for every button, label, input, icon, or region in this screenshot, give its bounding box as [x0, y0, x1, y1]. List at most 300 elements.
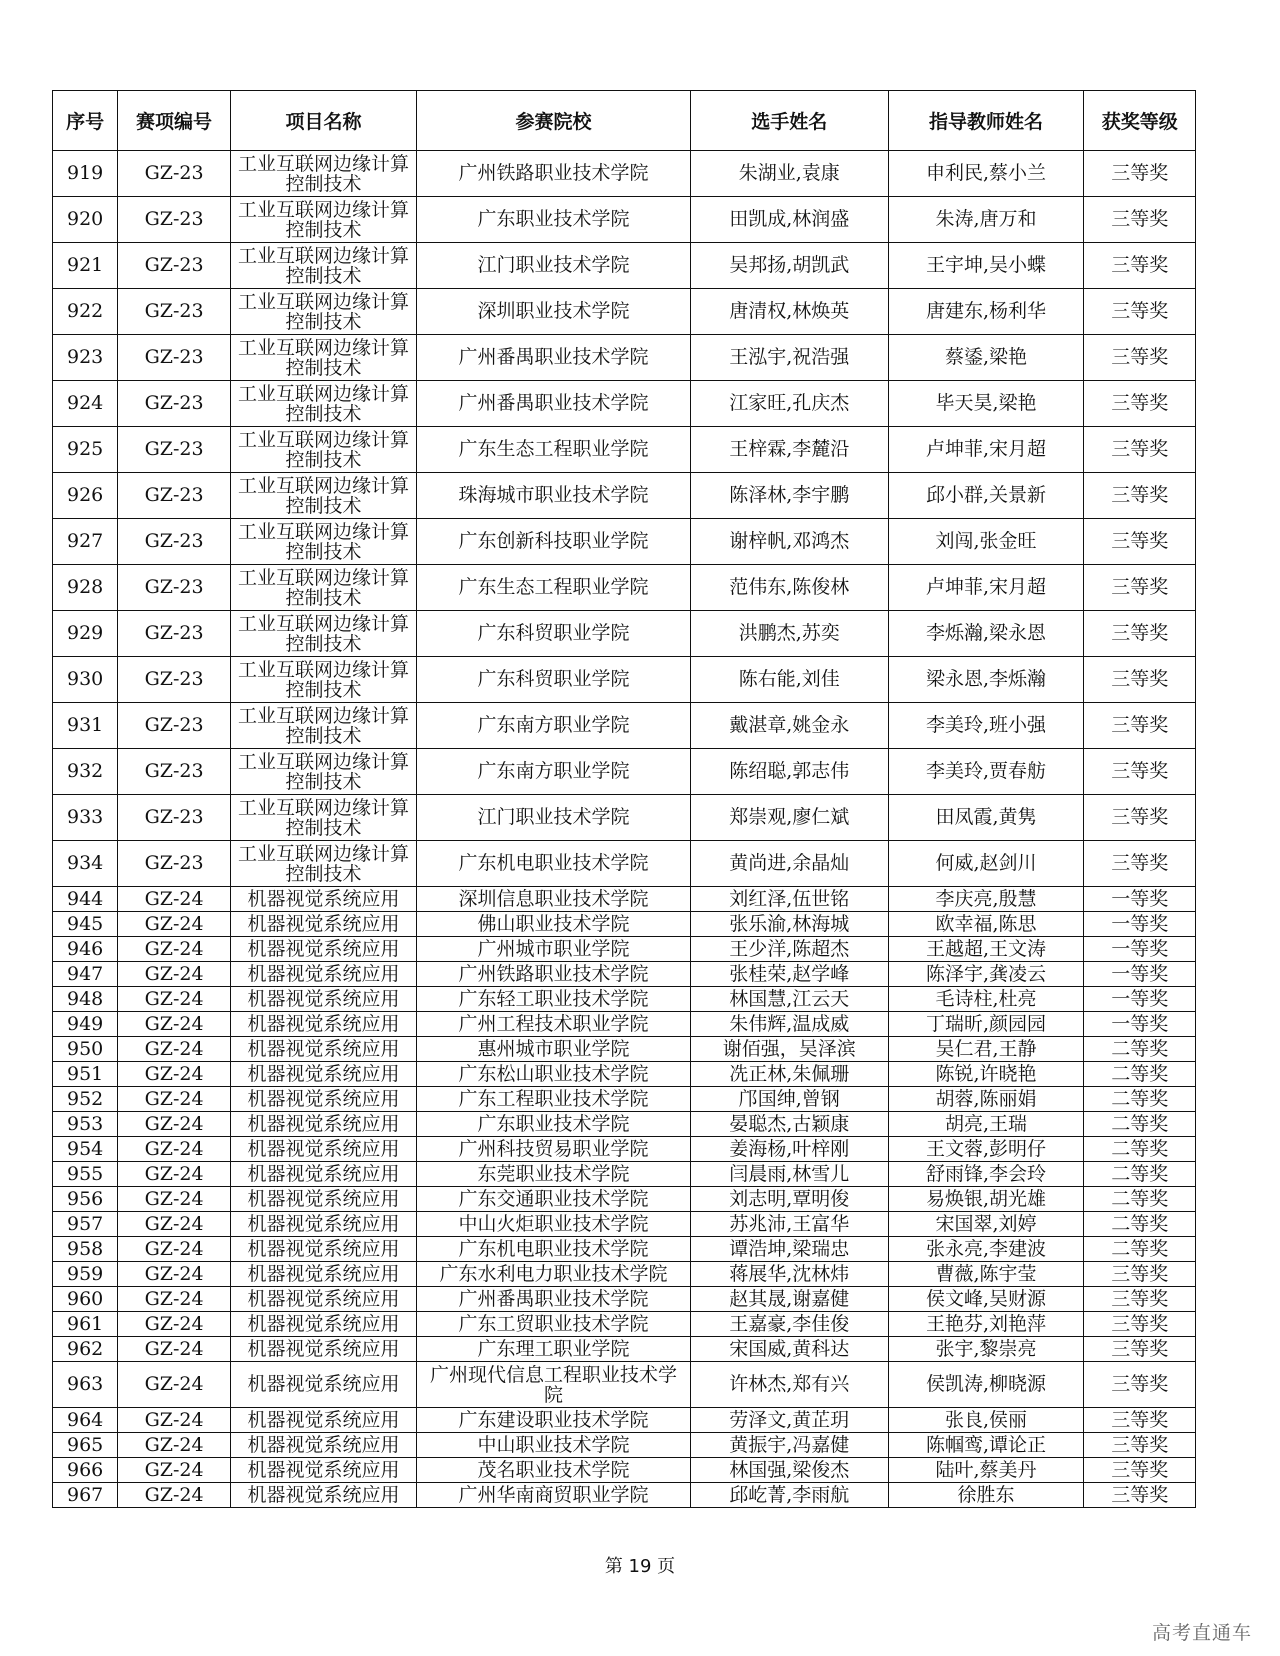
cell-advisors: 陈帼鸾,谭论正: [888, 1433, 1084, 1458]
cell-project-name: 工业互联网边缘计算控制技术: [230, 335, 416, 381]
cell-project-name: 机器视觉系统应用: [230, 1458, 416, 1483]
cell-event-code: GZ-23: [118, 565, 231, 611]
table-row: [53, 243, 1196, 289]
cell-index: 958: [53, 1237, 118, 1262]
cell-index: 956: [53, 1187, 118, 1212]
cell-event-code: GZ-24: [118, 1312, 231, 1337]
cell-index: 964: [53, 1408, 118, 1433]
cell-contestants: 王少洋,陈超杰: [690, 937, 888, 962]
cell-school: 广东南方职业学院: [417, 749, 691, 795]
cell-project-name: 机器视觉系统应用: [230, 1187, 416, 1212]
cell-advisors: 王艳芬,刘艳萍: [888, 1312, 1084, 1337]
cell-project-name: 机器视觉系统应用: [230, 1212, 416, 1237]
cell-index: 963: [53, 1362, 118, 1408]
cell-project-name: 机器视觉系统应用: [230, 1137, 416, 1162]
cell-school: 广州番禺职业技术学院: [417, 381, 691, 427]
cell-award-level: 一等奖: [1084, 987, 1196, 1012]
table-row: [53, 611, 1196, 657]
cell-school: 广东科贸职业学院: [417, 611, 691, 657]
cell-school: 广东松山职业技术学院: [417, 1062, 691, 1087]
cell-advisors: 李庆亮,殷慧: [888, 887, 1084, 912]
cell-advisors: 徐胜东: [888, 1483, 1084, 1508]
cell-award-level: 三等奖: [1084, 795, 1196, 841]
table-row: [53, 1483, 1196, 1508]
cell-project-name: 机器视觉系统应用: [230, 1162, 416, 1187]
cell-award-level: 三等奖: [1084, 1362, 1196, 1408]
cell-advisors: 李美玲,班小强: [888, 703, 1084, 749]
table-row: [53, 1458, 1196, 1483]
cell-school: 深圳职业技术学院: [417, 289, 691, 335]
cell-event-code: GZ-24: [118, 1212, 231, 1237]
cell-contestants: 江家旺,孔庆杰: [690, 381, 888, 427]
cell-school: 东莞职业技术学院: [417, 1162, 691, 1187]
cell-index: 960: [53, 1287, 118, 1312]
cell-index: 927: [53, 519, 118, 565]
cell-award-level: 三等奖: [1084, 1337, 1196, 1362]
cell-event-code: GZ-24: [118, 1037, 231, 1062]
cell-award-level: 二等奖: [1084, 1062, 1196, 1087]
cell-project-name: 工业互联网边缘计算控制技术: [230, 289, 416, 335]
cell-index: 954: [53, 1137, 118, 1162]
table-row: [53, 1187, 1196, 1212]
cell-school: 广东职业技术学院: [417, 197, 691, 243]
cell-advisors: 张永亮,李建波: [888, 1237, 1084, 1262]
cell-event-code: GZ-24: [118, 1408, 231, 1433]
cell-school: 广东机电职业技术学院: [417, 841, 691, 887]
cell-event-code: GZ-23: [118, 243, 231, 289]
cell-advisors: 曹薇,陈宇莹: [888, 1262, 1084, 1287]
cell-award-level: 三等奖: [1084, 1287, 1196, 1312]
cell-event-code: GZ-23: [118, 473, 231, 519]
cell-award-level: 二等奖: [1084, 1087, 1196, 1112]
header-award-level: 获奖等级: [1084, 91, 1196, 151]
cell-contestants: 黄振宇,冯嘉健: [690, 1433, 888, 1458]
cell-contestants: 吴邦扬,胡凯武: [690, 243, 888, 289]
cell-school: 广东交通职业技术学院: [417, 1187, 691, 1212]
cell-school: 广州铁路职业技术学院: [417, 151, 691, 197]
cell-school: 广东创新科技职业学院: [417, 519, 691, 565]
cell-project-name: 机器视觉系统应用: [230, 1062, 416, 1087]
cell-award-level: 三等奖: [1084, 1408, 1196, 1433]
table-header-row: [53, 91, 1196, 151]
cell-contestants: 洪鹏杰,苏奕: [690, 611, 888, 657]
cell-school: 广州番禺职业技术学院: [417, 1287, 691, 1312]
cell-project-name: 工业互联网边缘计算控制技术: [230, 427, 416, 473]
table-row: [53, 937, 1196, 962]
table-row: [53, 289, 1196, 335]
cell-contestants: 蒋展华,沈林炜: [690, 1262, 888, 1287]
cell-project-name: 机器视觉系统应用: [230, 962, 416, 987]
cell-school: 江门职业技术学院: [417, 243, 691, 289]
cell-project-name: 机器视觉系统应用: [230, 1483, 416, 1508]
cell-award-level: 二等奖: [1084, 1137, 1196, 1162]
cell-project-name: 机器视觉系统应用: [230, 1012, 416, 1037]
cell-advisors: 胡亮,王瑞: [888, 1112, 1084, 1137]
cell-project-name: 工业互联网边缘计算控制技术: [230, 611, 416, 657]
cell-event-code: GZ-23: [118, 197, 231, 243]
cell-contestants: 晏聪杰,古颖康: [690, 1112, 888, 1137]
cell-project-name: 机器视觉系统应用: [230, 1087, 416, 1112]
cell-index: 924: [53, 381, 118, 427]
cell-school: 广东工贸职业技术学院: [417, 1312, 691, 1337]
cell-award-level: 三等奖: [1084, 1262, 1196, 1287]
cell-project-name: 工业互联网边缘计算控制技术: [230, 519, 416, 565]
cell-contestants: 林国强,梁俊杰: [690, 1458, 888, 1483]
cell-school: 广州番禺职业技术学院: [417, 335, 691, 381]
cell-event-code: GZ-23: [118, 841, 231, 887]
cell-award-level: 三等奖: [1084, 1458, 1196, 1483]
cell-project-name: 机器视觉系统应用: [230, 1362, 416, 1408]
cell-event-code: GZ-23: [118, 335, 231, 381]
watermark: 高考直通车: [1151, 1622, 1252, 1644]
cell-event-code: GZ-23: [118, 703, 231, 749]
cell-event-code: GZ-24: [118, 1062, 231, 1087]
cell-event-code: GZ-24: [118, 1337, 231, 1362]
cell-award-level: 一等奖: [1084, 937, 1196, 962]
cell-contestants: 宋国威,黄科达: [690, 1337, 888, 1362]
cell-award-level: 三等奖: [1084, 1483, 1196, 1508]
cell-contestants: 谢佰强，吴泽滨: [690, 1037, 888, 1062]
cell-contestants: 姜海杨,叶梓刚: [690, 1137, 888, 1162]
cell-index: 926: [53, 473, 118, 519]
cell-event-code: GZ-23: [118, 519, 231, 565]
cell-contestants: 范伟东,陈俊林: [690, 565, 888, 611]
cell-contestants: 唐清权,林焕英: [690, 289, 888, 335]
cell-school: 广州铁路职业技术学院: [417, 962, 691, 987]
cell-school: 广州城市职业学院: [417, 937, 691, 962]
cell-school: 广州华南商贸职业学院: [417, 1483, 691, 1508]
cell-advisors: 张宇,黎崇亮: [888, 1337, 1084, 1362]
cell-event-code: GZ-24: [118, 1112, 231, 1137]
cell-school: 广东轻工职业技术学院: [417, 987, 691, 1012]
cell-project-name: 机器视觉系统应用: [230, 937, 416, 962]
cell-index: 946: [53, 937, 118, 962]
cell-project-name: 机器视觉系统应用: [230, 987, 416, 1012]
table-row: [53, 519, 1196, 565]
cell-project-name: 工业互联网边缘计算控制技术: [230, 197, 416, 243]
cell-index: 944: [53, 887, 118, 912]
cell-index: 925: [53, 427, 118, 473]
cell-award-level: 三等奖: [1084, 703, 1196, 749]
cell-index: 920: [53, 197, 118, 243]
header-index: 序号: [53, 91, 118, 151]
cell-advisors: 梁永恩,李烁瀚: [888, 657, 1084, 703]
cell-advisors: 唐建东,杨利华: [888, 289, 1084, 335]
cell-award-level: 一等奖: [1084, 887, 1196, 912]
cell-project-name: 工业互联网边缘计算控制技术: [230, 703, 416, 749]
cell-contestants: 黄尚进,余晶灿: [690, 841, 888, 887]
cell-project-name: 机器视觉系统应用: [230, 1337, 416, 1362]
table-row: [53, 1037, 1196, 1062]
cell-event-code: GZ-24: [118, 962, 231, 987]
cell-award-level: 三等奖: [1084, 335, 1196, 381]
cell-award-level: 二等奖: [1084, 1162, 1196, 1187]
cell-index: 951: [53, 1062, 118, 1087]
table-row: [53, 381, 1196, 427]
cell-contestants: 郑崇观,廖仁斌: [690, 795, 888, 841]
cell-index: 922: [53, 289, 118, 335]
cell-advisors: 申利民,蔡小兰: [888, 151, 1084, 197]
table-row: [53, 1162, 1196, 1187]
cell-contestants: 邱屹菁,李雨航: [690, 1483, 888, 1508]
header-advisors: 指导教师姓名: [888, 91, 1084, 151]
cell-advisors: 宋国翠,刘婷: [888, 1212, 1084, 1237]
cell-contestants: 劳泽文,黄芷玥: [690, 1408, 888, 1433]
cell-advisors: 陈泽宇,龚凌云: [888, 962, 1084, 987]
cell-index: 962: [53, 1337, 118, 1362]
cell-contestants: 谢梓帆,邓鸿杰: [690, 519, 888, 565]
cell-index: 955: [53, 1162, 118, 1187]
cell-contestants: 冼正林,朱佩珊: [690, 1062, 888, 1087]
cell-school: 江门职业技术学院: [417, 795, 691, 841]
cell-advisors: 王宇坤,吴小蝶: [888, 243, 1084, 289]
table-row: [53, 1262, 1196, 1287]
cell-index: 959: [53, 1262, 118, 1287]
cell-advisors: 李烁瀚,梁永恩: [888, 611, 1084, 657]
header-event-code: 赛项编号: [118, 91, 231, 151]
cell-index: 947: [53, 962, 118, 987]
cell-school: 广东生态工程职业学院: [417, 565, 691, 611]
cell-advisors: 朱涛,唐万和: [888, 197, 1084, 243]
table-row: [53, 795, 1196, 841]
table-row: [53, 987, 1196, 1012]
cell-advisors: 卢坤菲,宋月超: [888, 427, 1084, 473]
table-row: [53, 887, 1196, 912]
cell-index: 966: [53, 1458, 118, 1483]
awards-table: [52, 90, 1196, 1508]
cell-index: 950: [53, 1037, 118, 1062]
cell-contestants: 张乐渝,林海城: [690, 912, 888, 937]
cell-contestants: 陈泽林,李宇鹏: [690, 473, 888, 519]
cell-advisors: 陈锐,许晓艳: [888, 1062, 1084, 1087]
cell-event-code: GZ-23: [118, 749, 231, 795]
cell-event-code: GZ-23: [118, 289, 231, 335]
cell-award-level: 三等奖: [1084, 657, 1196, 703]
table-row: [53, 427, 1196, 473]
cell-event-code: GZ-24: [118, 1237, 231, 1262]
table-row: [53, 962, 1196, 987]
cell-project-name: 机器视觉系统应用: [230, 887, 416, 912]
cell-school: 深圳信息职业技术学院: [417, 887, 691, 912]
cell-index: 965: [53, 1433, 118, 1458]
cell-project-name: 工业互联网边缘计算控制技术: [230, 749, 416, 795]
cell-event-code: GZ-24: [118, 1287, 231, 1312]
cell-event-code: GZ-24: [118, 987, 231, 1012]
cell-project-name: 机器视觉系统应用: [230, 1237, 416, 1262]
cell-school: 广东生态工程职业学院: [417, 427, 691, 473]
cell-advisors: 田凤霞,黄隽: [888, 795, 1084, 841]
cell-event-code: GZ-24: [118, 937, 231, 962]
cell-index: 934: [53, 841, 118, 887]
cell-advisors: 欧幸福,陈思: [888, 912, 1084, 937]
table-row: [53, 749, 1196, 795]
cell-contestants: 戴湛章,姚金永: [690, 703, 888, 749]
cell-contestants: 王嘉豪,李佳俊: [690, 1312, 888, 1337]
cell-event-code: GZ-24: [118, 1262, 231, 1287]
cell-contestants: 朱湖业,袁康: [690, 151, 888, 197]
table-row: [53, 657, 1196, 703]
cell-advisors: 吴仁君,王静: [888, 1037, 1084, 1062]
table-row: [53, 1312, 1196, 1337]
cell-project-name: 机器视觉系统应用: [230, 1408, 416, 1433]
cell-project-name: 工业互联网边缘计算控制技术: [230, 473, 416, 519]
cell-advisors: 张良,侯丽: [888, 1408, 1084, 1433]
cell-event-code: GZ-24: [118, 1137, 231, 1162]
cell-school: 佛山职业技术学院: [417, 912, 691, 937]
cell-award-level: 三等奖: [1084, 151, 1196, 197]
cell-advisors: 毕天昊,梁艳: [888, 381, 1084, 427]
cell-school: 广州现代信息工程职业技术学院: [417, 1362, 691, 1408]
cell-index: 930: [53, 657, 118, 703]
cell-project-name: 机器视觉系统应用: [230, 1262, 416, 1287]
cell-school: 广东工程职业技术学院: [417, 1087, 691, 1112]
cell-index: 933: [53, 795, 118, 841]
cell-award-level: 三等奖: [1084, 749, 1196, 795]
cell-advisors: 王文蓉,彭明仔: [888, 1137, 1084, 1162]
table-row: [53, 197, 1196, 243]
cell-award-level: 三等奖: [1084, 289, 1196, 335]
cell-project-name: 机器视觉系统应用: [230, 1433, 416, 1458]
table-row: [53, 565, 1196, 611]
cell-project-name: 工业互联网边缘计算控制技术: [230, 243, 416, 289]
cell-school: 广东水利电力职业技术学院: [417, 1262, 691, 1287]
cell-school: 广州科技贸易职业学院: [417, 1137, 691, 1162]
cell-award-level: 三等奖: [1084, 1433, 1196, 1458]
cell-advisors: 刘闯,张金旺: [888, 519, 1084, 565]
cell-award-level: 三等奖: [1084, 473, 1196, 519]
cell-contestants: 朱伟辉,温成威: [690, 1012, 888, 1037]
cell-advisors: 侯文峰,吴财源: [888, 1287, 1084, 1312]
cell-index: 921: [53, 243, 118, 289]
cell-contestants: 刘志明,覃明俊: [690, 1187, 888, 1212]
cell-event-code: GZ-23: [118, 151, 231, 197]
cell-project-name: 机器视觉系统应用: [230, 1312, 416, 1337]
cell-index: 948: [53, 987, 118, 1012]
cell-contestants: 陈绍聪,郭志伟: [690, 749, 888, 795]
cell-event-code: GZ-24: [118, 1187, 231, 1212]
table-row: [53, 151, 1196, 197]
cell-advisors: 舒雨锋,李会玲: [888, 1162, 1084, 1187]
cell-award-level: 三等奖: [1084, 427, 1196, 473]
cell-project-name: 机器视觉系统应用: [230, 1287, 416, 1312]
cell-index: 952: [53, 1087, 118, 1112]
table-row: [53, 703, 1196, 749]
cell-contestants: 林国慧,江云天: [690, 987, 888, 1012]
cell-award-level: 一等奖: [1084, 962, 1196, 987]
cell-contestants: 闫晨雨,林雪儿: [690, 1162, 888, 1187]
cell-advisors: 丁瑞昕,颜园园: [888, 1012, 1084, 1037]
cell-school: 广东建设职业技术学院: [417, 1408, 691, 1433]
page-number: 第 19 页: [604, 1556, 676, 1577]
cell-school: 广东机电职业技术学院: [417, 1237, 691, 1262]
cell-award-level: 二等奖: [1084, 1237, 1196, 1262]
cell-advisors: 侯凯涛,柳晓源: [888, 1362, 1084, 1408]
cell-advisors: 何威,赵剑川: [888, 841, 1084, 887]
cell-project-name: 机器视觉系统应用: [230, 1112, 416, 1137]
table-row: [53, 1212, 1196, 1237]
cell-school: 广东南方职业学院: [417, 703, 691, 749]
table-row: [53, 1362, 1196, 1408]
cell-award-level: 二等奖: [1084, 1212, 1196, 1237]
cell-event-code: GZ-24: [118, 1458, 231, 1483]
header-project-name: 项目名称: [230, 91, 416, 151]
cell-project-name: 工业互联网边缘计算控制技术: [230, 565, 416, 611]
cell-school: 茂名职业技术学院: [417, 1458, 691, 1483]
cell-award-level: 二等奖: [1084, 1112, 1196, 1137]
table-row: [53, 1337, 1196, 1362]
cell-contestants: 苏兆沛,王富华: [690, 1212, 888, 1237]
cell-advisors: 蔡鋈,梁艳: [888, 335, 1084, 381]
cell-school: 中山火炬职业技术学院: [417, 1212, 691, 1237]
cell-contestants: 许林杰,郑有兴: [690, 1362, 888, 1408]
cell-event-code: GZ-23: [118, 381, 231, 427]
cell-school: 广东职业技术学院: [417, 1112, 691, 1137]
cell-event-code: GZ-23: [118, 427, 231, 473]
cell-school: 中山职业技术学院: [417, 1433, 691, 1458]
cell-advisors: 胡蓉,陈丽娟: [888, 1087, 1084, 1112]
cell-contestants: 刘红泽,伍世铭: [690, 887, 888, 912]
cell-school: 广东理工职业学院: [417, 1337, 691, 1362]
cell-advisors: 易焕银,胡光雄: [888, 1187, 1084, 1212]
table-row: [53, 473, 1196, 519]
cell-project-name: 工业互联网边缘计算控制技术: [230, 841, 416, 887]
cell-award-level: 一等奖: [1084, 1012, 1196, 1037]
cell-award-level: 三等奖: [1084, 611, 1196, 657]
cell-event-code: GZ-23: [118, 611, 231, 657]
cell-event-code: GZ-24: [118, 1162, 231, 1187]
cell-index: 961: [53, 1312, 118, 1337]
cell-advisors: 邱小群,关景新: [888, 473, 1084, 519]
cell-award-level: 二等奖: [1084, 1187, 1196, 1212]
table-body: [53, 151, 1196, 1508]
cell-event-code: GZ-24: [118, 1433, 231, 1458]
cell-contestants: 谭浩坤,梁瑞忠: [690, 1237, 888, 1262]
cell-event-code: GZ-24: [118, 887, 231, 912]
cell-school: 广东科贸职业学院: [417, 657, 691, 703]
table-row: [53, 335, 1196, 381]
cell-award-level: 一等奖: [1084, 912, 1196, 937]
cell-event-code: GZ-23: [118, 795, 231, 841]
cell-project-name: 工业互联网边缘计算控制技术: [230, 795, 416, 841]
cell-award-level: 三等奖: [1084, 519, 1196, 565]
cell-advisors: 卢坤菲,宋月超: [888, 565, 1084, 611]
cell-index: 928: [53, 565, 118, 611]
cell-index: 919: [53, 151, 118, 197]
cell-project-name: 工业互联网边缘计算控制技术: [230, 151, 416, 197]
cell-award-level: 二等奖: [1084, 1037, 1196, 1062]
cell-contestants: 王梓霖,李麓沿: [690, 427, 888, 473]
cell-award-level: 三等奖: [1084, 565, 1196, 611]
cell-index: 949: [53, 1012, 118, 1037]
cell-event-code: GZ-24: [118, 912, 231, 937]
cell-award-level: 三等奖: [1084, 381, 1196, 427]
table-row: [53, 1062, 1196, 1087]
cell-contestants: 邝国绅,曾钢: [690, 1087, 888, 1112]
table-row: [53, 1112, 1196, 1137]
cell-school: 惠州城市职业学院: [417, 1037, 691, 1062]
cell-advisors: 李美玲,贾春舫: [888, 749, 1084, 795]
table-row: [53, 912, 1196, 937]
cell-event-code: GZ-24: [118, 1362, 231, 1408]
table-row: [53, 1433, 1196, 1458]
cell-award-level: 三等奖: [1084, 243, 1196, 289]
table-row: [53, 1408, 1196, 1433]
cell-index: 923: [53, 335, 118, 381]
cell-award-level: 三等奖: [1084, 841, 1196, 887]
cell-contestants: 赵其晟,谢嘉健: [690, 1287, 888, 1312]
table-row: [53, 1287, 1196, 1312]
cell-award-level: 三等奖: [1084, 197, 1196, 243]
